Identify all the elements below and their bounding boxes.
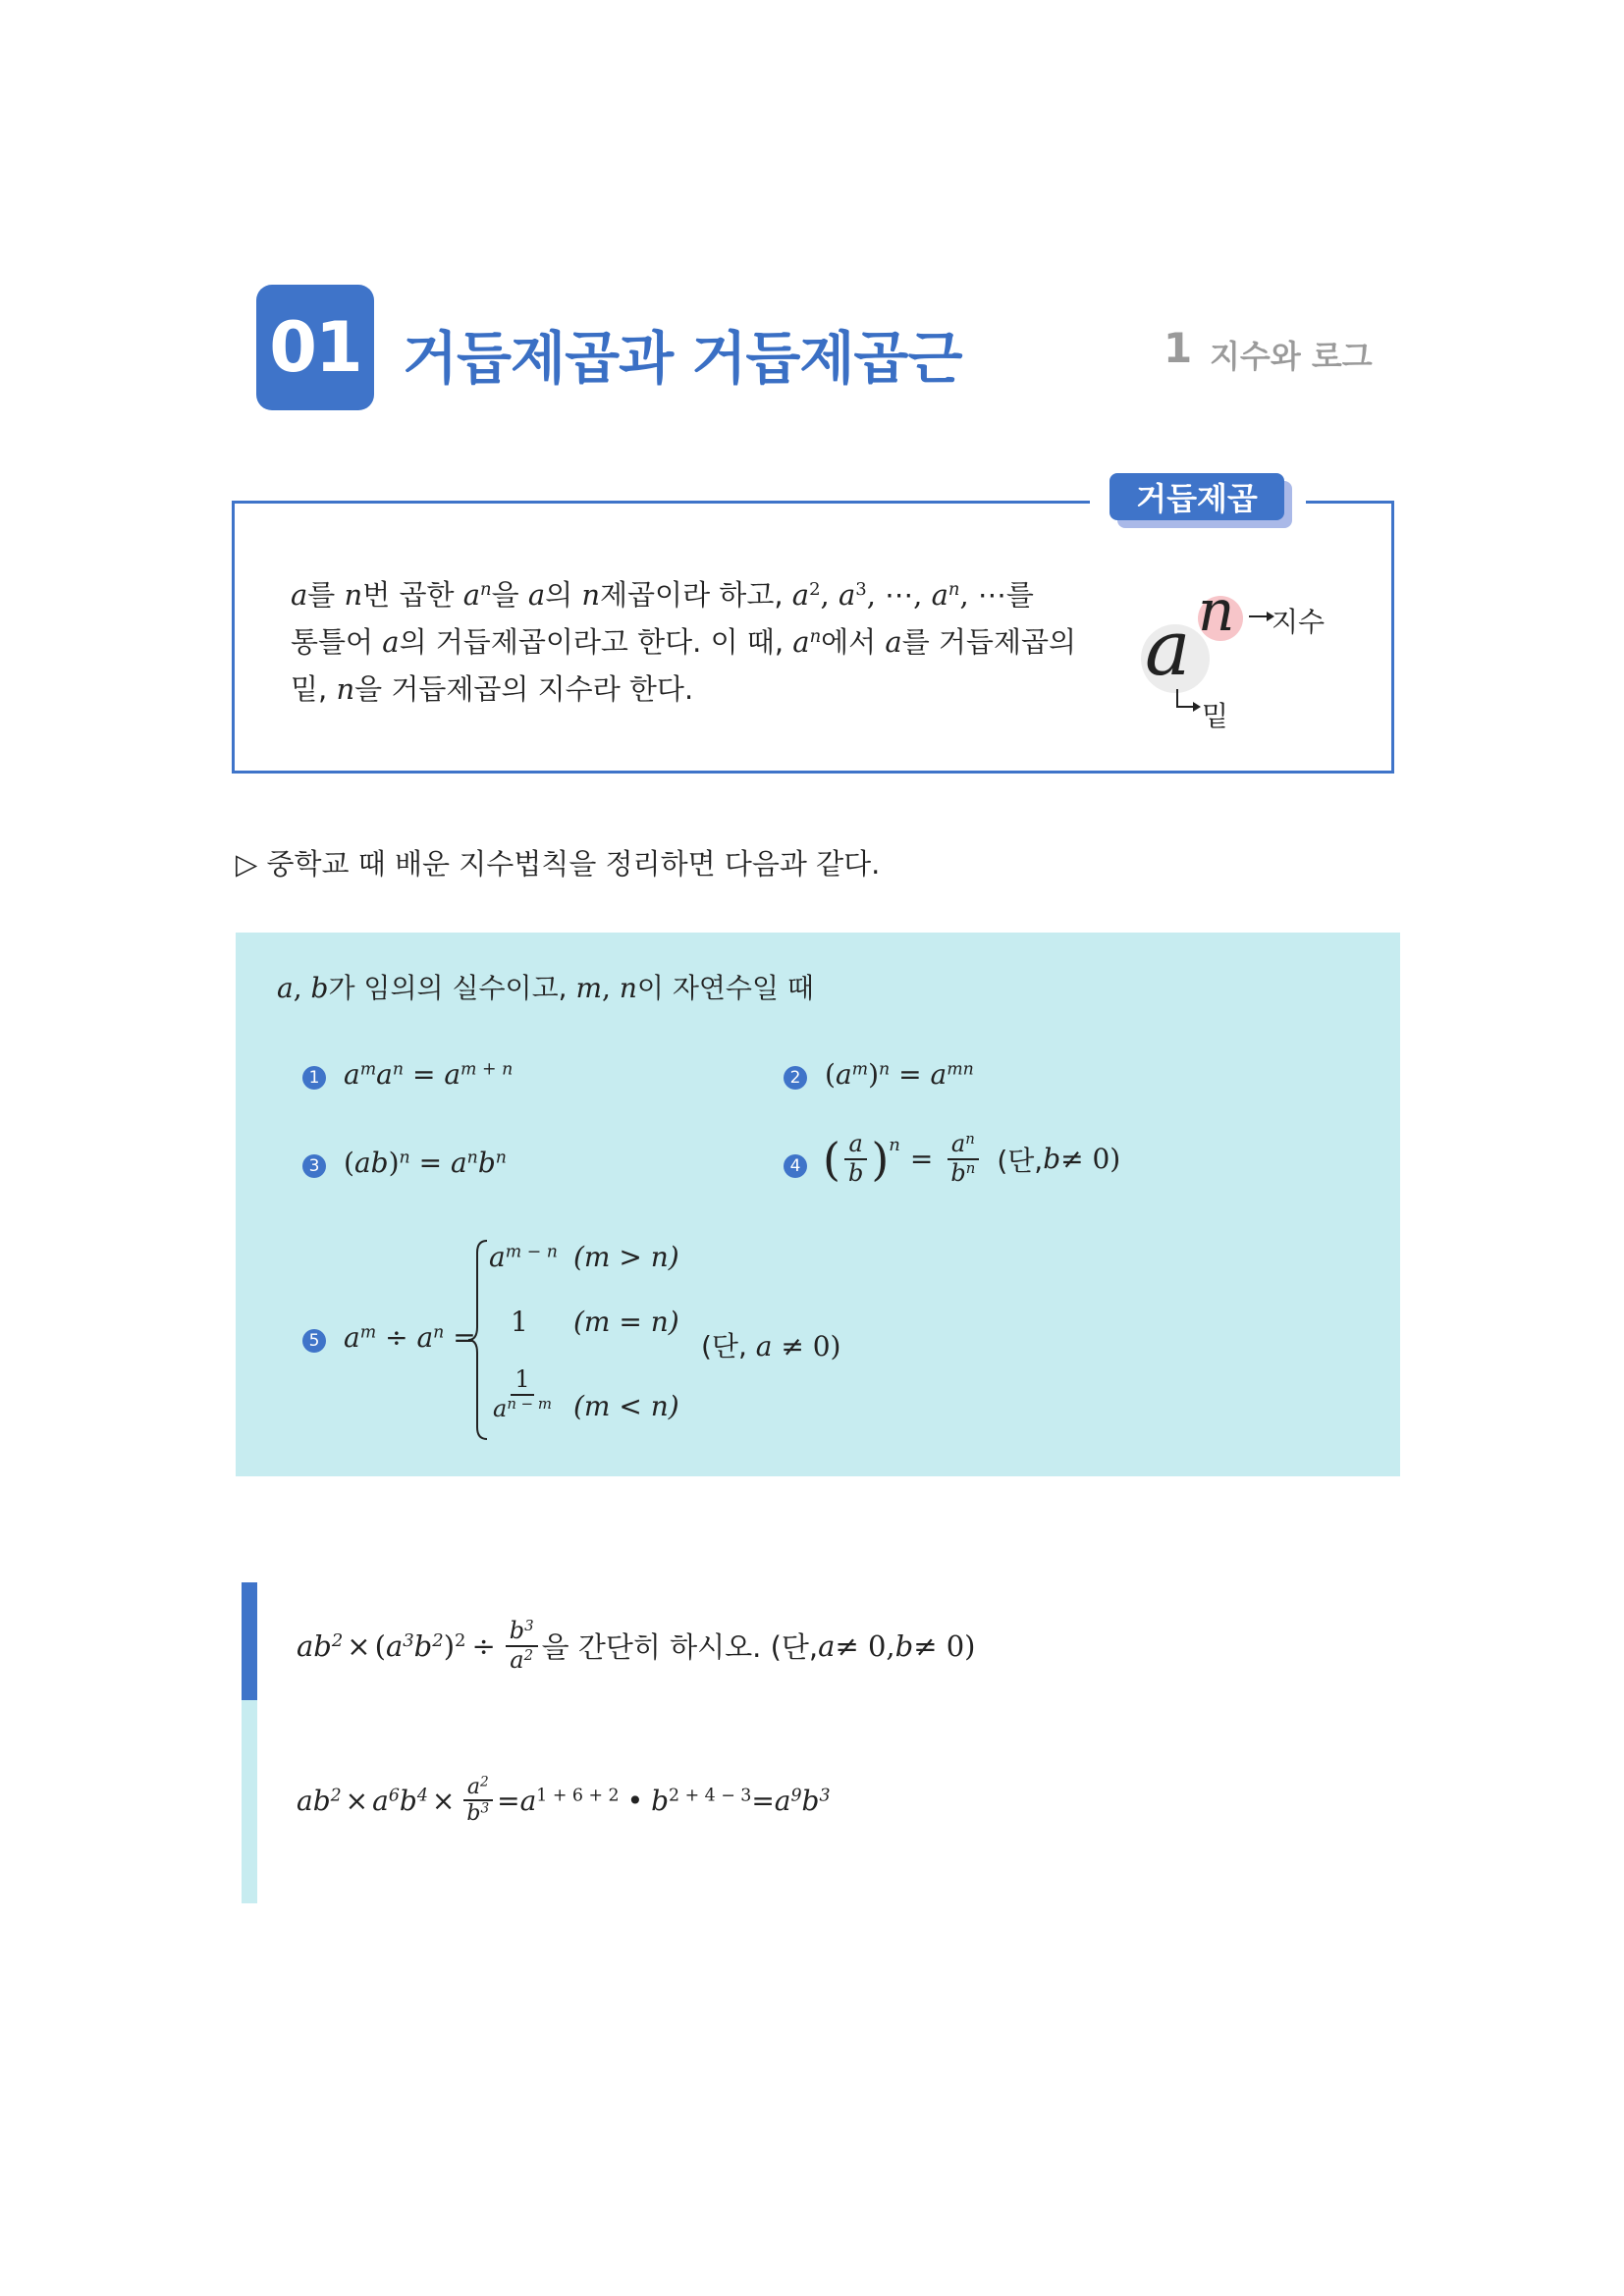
solution-text: $ab^2$ × $a^6b^4$ × $\frac{a^2}{b^3}$ = a $^{1 + 6 + 2}$ • b $^{2 + 4 - 3}$ = $a^9b^3$ — [297, 1774, 831, 1827]
law-4: ( $\frac{a}{b}$ ) n = $\frac{a^n}{b^n}$ (단, b ≠ 0) — [823, 1129, 1121, 1187]
base-label: 밑 — [1202, 700, 1229, 732]
law-5-case-3-condition: (m < n) — [573, 1390, 679, 1422]
diagram-base: a — [1145, 605, 1191, 693]
exponent-laws-condition: a, b가 임의의 실수이고, m, n이 자연수일 때 — [277, 972, 814, 1004]
intro-text: ▷ 중학교 때 배운 지수법칙을 정리하면 다음과 같다. — [236, 847, 881, 881]
base-arrow-icon — [1174, 689, 1204, 715]
exponent-laws-box — [236, 933, 1400, 1476]
chapter-number: 1 — [1164, 324, 1193, 372]
law-marker-2: 2 — [784, 1066, 807, 1090]
definition-line-3: 밑, n을 거듭제곱의 지수라 한다. — [291, 672, 694, 706]
law-5-case-2: 1 — [511, 1306, 528, 1338]
exponent-label: 지수 — [1272, 606, 1326, 638]
chapter-name: 지수와 로그 — [1210, 338, 1373, 375]
law-5-condition: (단, a ≠ 0) — [701, 1330, 841, 1362]
law-5-case-1-condition: (m > n) — [573, 1241, 679, 1273]
definition-tag: 거듭제곱 — [1110, 473, 1284, 520]
law-5-lhs: $a^m \div a^n$ = — [344, 1321, 476, 1354]
page-title: 거듭제곱과 거듭제곱근 — [403, 325, 962, 392]
law-marker-4: 4 — [784, 1154, 807, 1178]
problem-bar — [242, 1582, 257, 1700]
solution-bar — [242, 1700, 257, 1903]
law-5-case-1: $a^{m - n}$ — [489, 1241, 558, 1273]
law-5-case-2-condition: (m = n) — [573, 1306, 679, 1338]
law-marker-5: 5 — [302, 1329, 326, 1353]
law-marker-1: 1 — [302, 1066, 326, 1090]
diagram-exponent: n — [1198, 577, 1235, 644]
definition-line-1: a를 n번 곱한 $a^n$을 a의 n제곱이라 하고, $a^2$, $a^3$, ⋯, $a^n$, ⋯를 — [291, 578, 1034, 612]
law-1: $a^ma^n = a^{m + n}$ — [344, 1058, 514, 1091]
law-marker-3: 3 — [302, 1154, 326, 1178]
section-number-badge: 01 — [256, 285, 374, 410]
law-5-case-3: $\frac{1}{a^{n - m}}$ — [493, 1365, 552, 1422]
definition-line-2: 통틀어 a의 거듭제곱이라고 한다. 이 때, $a^n$에서 a를 거듭제곱의 — [291, 625, 1076, 659]
problem-text: $ab^2$ × ( $a^3b^2$ ) $^2$ ÷ $\frac{b^3}{a^2}$ 을 간단히 하시오. (단, a ≠ 0, b ≠ 0) — [297, 1616, 976, 1674]
law-3: $(ab)^n = a^nb^n$ — [344, 1147, 507, 1179]
definition-text — [291, 571, 1086, 713]
law-2: $(a^m)^n = a^{mn}$ — [825, 1058, 974, 1091]
